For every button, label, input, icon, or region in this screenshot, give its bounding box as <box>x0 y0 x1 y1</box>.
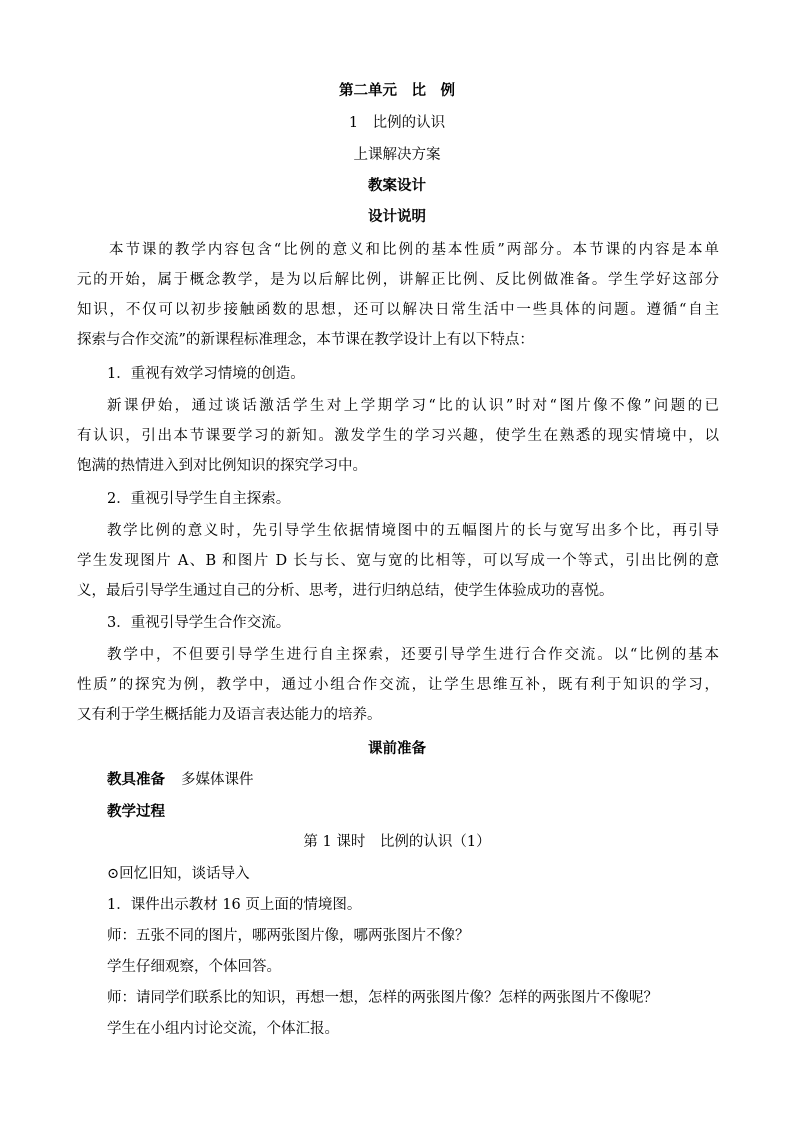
point2-line-2: 学生发现图片 A、B 和图片 D 长与长、宽与宽的比相等，可以写成一个等式，引出比例的意 <box>77 553 719 569</box>
intro-line-3: 知识，不仅可以初步接触函数的思想，还可以解决日常生活中一些具体的问题。遵循“自主 <box>77 302 719 318</box>
student-answer-2: 学生在小组内讨论交流，个体汇报。 <box>107 1021 339 1037</box>
step-1: 1．课件出示教材 16 页上面的情境图。 <box>107 897 362 913</box>
plan-design-heading: 教案设计 <box>368 177 426 194</box>
intro-line-4: 探索与合作交流”的新课程标准理念，本节课在教学设计上有以下特点： <box>77 332 534 348</box>
point1-line-1: 新课伊始，通过谈话激活学生对上学期学习“比的认识”时对“图片像不像”问题的已 <box>107 398 719 414</box>
period-title: 第 1 课时 比例的认识（1） <box>303 834 491 850</box>
process-heading: 教学过程 <box>107 803 165 820</box>
point3-line-3: 又有利于学生概括能力及语言表达能力的培养。 <box>77 707 382 723</box>
point2-line-1: 教学比例的意义时，先引导学生依据情境图中的五幅图片的长与宽写出多个比，再引导 <box>107 523 719 539</box>
tools-label: 教具准备 <box>107 771 165 788</box>
tools-value: 多媒体课件 <box>181 772 254 788</box>
intro-line-1: 本节课的教学内容包含“比例的意义和比例的基本性质”两部分。本节课的内容是本单 <box>107 242 719 258</box>
point2-title: 2．重视引导学生自主探索。 <box>107 491 291 507</box>
teacher-question-2: 师：请同学们联系比的知识，再想一想，怎样的两张图片像？怎样的两张图片不像呢？ <box>107 990 658 1006</box>
tools-line <box>107 770 254 790</box>
point3-line-2: 性质”的探究为例，教学中，通过小组合作交流，让学生思维互补，既有利于知识的学习， <box>77 677 719 693</box>
point1-title: 1．重视有效学习情境的创造。 <box>107 366 305 382</box>
unit-title: 第二单元 比 例 <box>339 82 455 99</box>
teacher-question-1: 师：五张不同的图片，哪两张图片像，哪两张图片不像？ <box>107 928 470 944</box>
design-notes-heading: 设计说明 <box>368 208 426 225</box>
point3-line-1: 教学中，不但要引导学生进行自主探索，还要引导学生进行合作交流。以“比例的基本 <box>107 647 719 663</box>
student-answer-1: 学生仔细观察，个体回答。 <box>107 959 281 975</box>
point1-line-3: 饱满的热情进入到对比例知识的探究学习中。 <box>77 458 367 474</box>
point3-title: 3．重视引导学生合作交流。 <box>107 615 291 631</box>
point2-line-3: 义，最后引导学生通过自己的分析、思考，进行归纳总结，使学生体验成功的喜悦。 <box>77 583 614 599</box>
solution-title: 上课解决方案 <box>353 147 441 163</box>
lesson-title: 1 比例的认识 <box>348 115 446 131</box>
review-heading: ⊙回忆旧知，谈话导入 <box>107 866 250 882</box>
intro-line-2: 元的开始，属于概念教学，是为以后解比例，讲解正比例、反比例做准备。学生学好这部分 <box>77 272 719 288</box>
point1-line-2: 有认识，引出本节课要学习的新知。激发学生的学习兴趣，使学生在熟悉的现实情境中，以 <box>77 428 719 444</box>
preparation-heading: 课前准备 <box>368 740 426 757</box>
